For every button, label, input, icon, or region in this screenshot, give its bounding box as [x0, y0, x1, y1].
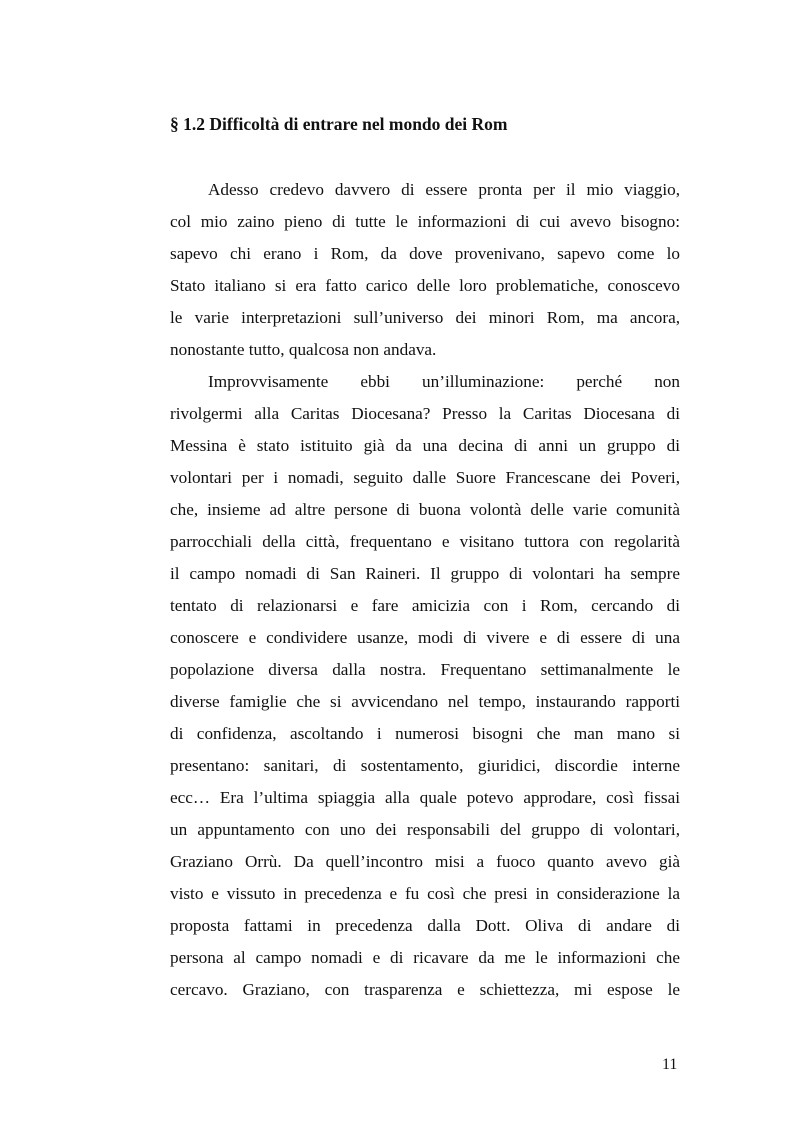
text-line: diverse famiglie che si avvicendano nel tempo, instaurando rapporti — [170, 692, 680, 711]
text-line: col mio zaino pieno di tutte le informazioni di cui avevo bisogno: — [170, 212, 680, 231]
text-line: parrocchiali della città, frequentano e visitano tuttora con regolarità — [170, 532, 680, 551]
text-line: nonostante tutto, qualcosa non andava. — [170, 340, 437, 359]
text-line: popolazione diversa dalla nostra. Frequentano settimanalmente le — [170, 660, 680, 679]
text-line: tentato di relazionarsi e fare amicizia con i Rom, cercando di — [170, 596, 680, 615]
text-line: sapevo chi erano i Rom, da dove provenivano, sapevo come lo — [170, 244, 680, 263]
text-line: volontari per i nomadi, seguito dalle Suore Francescane dei Poveri, — [170, 468, 680, 487]
text-line: rivolgermi alla Caritas Diocesana? Presso la Caritas Diocesana di — [170, 404, 680, 423]
text-line: le varie interpretazioni sull’universo dei minori Rom, ma ancora, — [170, 308, 680, 327]
text-line: presentano: sanitari, di sostentamento, giuridici, discordie interne — [170, 756, 680, 775]
text-line: il campo nomadi di San Raineri. Il gruppo di volontari ha sempre — [170, 564, 680, 583]
text-line: che, insieme ad altre persone di buona volontà delle varie comunità — [170, 500, 680, 519]
text-line: persona al campo nomadi e di ricavare da me le informazioni che — [170, 948, 680, 967]
text-line: Adesso credevo davvero di essere pronta per il mio viaggio, — [208, 180, 680, 199]
text-line: conoscere e condividere usanze, modi di vivere e di essere di una — [170, 628, 680, 647]
text-line: Messina è stato istituito già da una decina di anni un gruppo di — [170, 436, 680, 455]
text-line: Graziano Orrù. Da quell’incontro misi a fuoco quanto avevo già — [170, 852, 680, 871]
text-line: Improvvisamente ebbi un’illuminazione: perché non — [208, 372, 680, 391]
text-line: di confidenza, ascoltando i numerosi bisogni che man mano si — [170, 724, 680, 743]
text-line: cercavo. Graziano, con trasparenza e schiettezza, mi espose le — [170, 980, 680, 999]
page-number: 11 — [662, 1056, 678, 1073]
section-heading: § 1.2 Difficoltà di entrare nel mondo dei Rom — [170, 114, 508, 134]
text-line: ecc… Era l’ultima spiaggia alla quale potevo approdare, così fissai — [170, 788, 680, 807]
text-line: proposta fattami in precedenza dalla Dott. Oliva di andare di — [170, 916, 680, 935]
text-line: un appuntamento con uno dei responsabili del gruppo di volontari, — [170, 820, 680, 839]
text-line: visto e vissuto in precedenza e fu così che presi in considerazione la — [170, 884, 680, 903]
text-line: Stato italiano si era fatto carico delle loro problematiche, conoscevo — [170, 276, 680, 295]
